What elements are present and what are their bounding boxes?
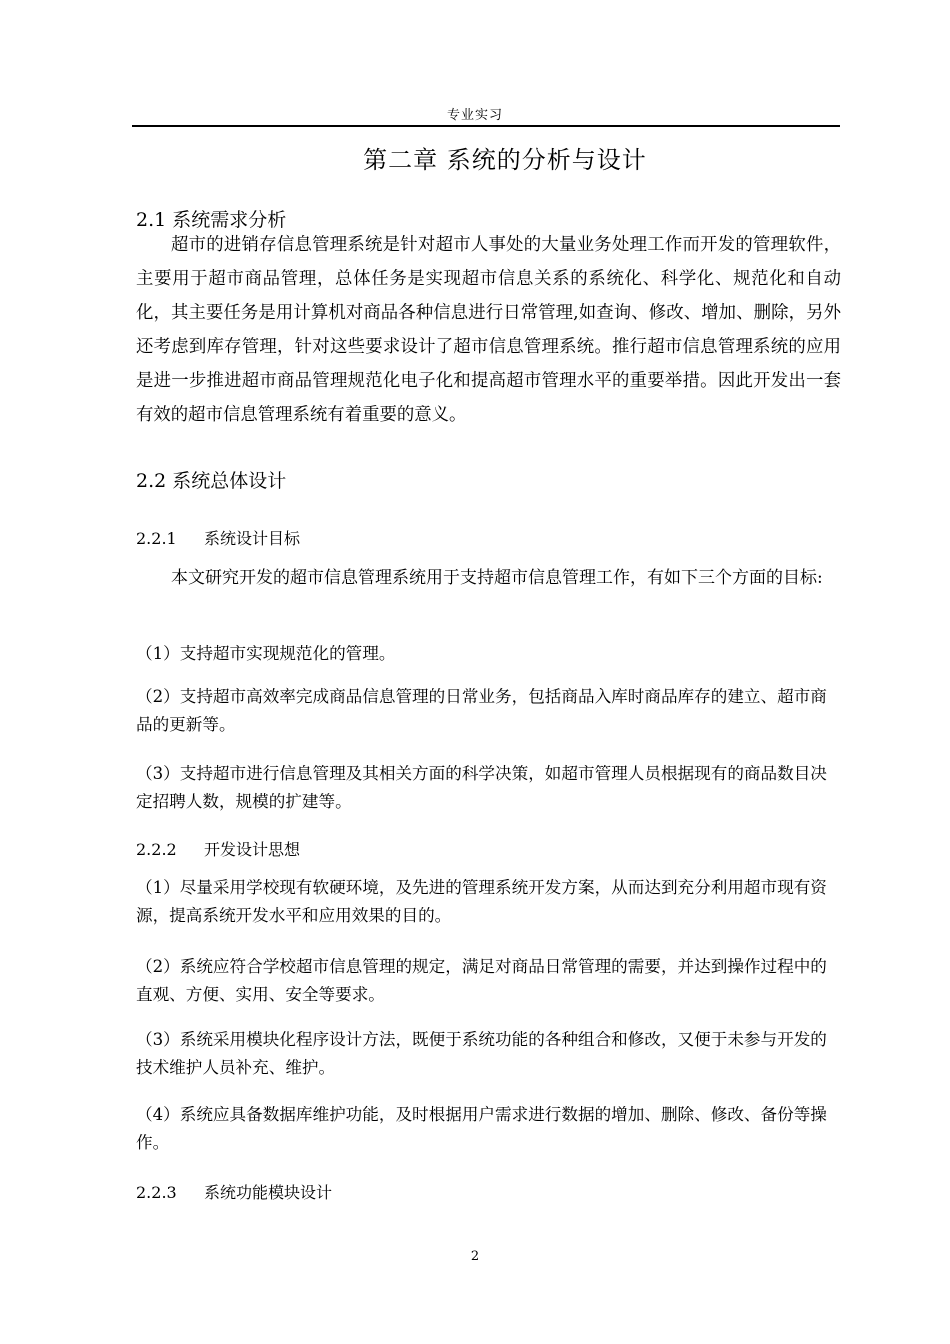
header-rule xyxy=(132,125,840,127)
goal-item-3: （3）支持超市进行信息管理及其相关方面的科学决策，如超市管理人员根据现有的商品数目决定招聘人数，规模的扩建等。 xyxy=(136,764,827,811)
chapter-title: 第二章 系统的分析与设计 xyxy=(363,146,647,174)
goal-item-1: （1）支持超市实现规范化的管理。 xyxy=(136,644,396,663)
section-title: 系统设计目标 xyxy=(204,529,301,548)
goal-item-2: （2）支持超市高效率完成商品信息管理的日常业务，包括商品入库时商品库存的建立、超市商品的更新等。 xyxy=(136,687,827,734)
section-heading-2-2-2 xyxy=(136,837,300,860)
section-2-1-paragraph: 超市的进销存信息管理系统是针对超市人事处的大量业务处理工作而开发的管理软件，主要用于超市商品管理，总体任务是实现超市信息关系的系统化、科学化、规范化和自动化，其主要任务是用计算机对商品各种信息进行日常管理,如查询、修改、增加、删除，另外还考虑到库存管理，针对这些要求设计了超市信息管理系统。推行超市信息管理系统的应用是进一步推进超市商品管理规范化电子化和提高超市管理水平的重要举措。因此开发出一套有效的超市信息管理系统有着重要的意义。 xyxy=(136,235,841,425)
section-title: 开发设计思想 xyxy=(204,840,301,859)
section-2-2-1-intro: 本文研究开发的超市信息管理系统用于支持超市信息管理工作，有如下三个方面的目标: xyxy=(171,568,823,588)
section-number: 2.2.3 xyxy=(136,1183,177,1202)
section-heading-2-1: 2.1 系统需求分析 xyxy=(136,209,287,231)
running-header: 专业实习 xyxy=(446,108,503,123)
section-number: 2.2.1 xyxy=(136,529,177,548)
section-heading-2-2-1 xyxy=(136,526,300,549)
section-title: 系统功能模块设计 xyxy=(204,1183,333,1202)
principle-item-3: （3）系统采用模块化程序设计方法，既便于系统功能的各种组合和修改，又便于未参与开发的技术维护人员补充、维护。 xyxy=(136,1030,827,1077)
principle-item-4: （4）系统应具备数据库维护功能，及时根据用户需求进行数据的增加、删除、修改、备份等操作。 xyxy=(136,1105,827,1152)
page-number: 2 xyxy=(470,1249,480,1264)
principle-item-2: （2）系统应符合学校超市信息管理的规定，满足对商品日常管理的需要，并达到操作过程中的直观、方便、实用、安全等要求。 xyxy=(136,957,827,1004)
section-heading-2-2-3 xyxy=(136,1180,332,1203)
section-heading-2-2: 2.2 系统总体设计 xyxy=(136,470,287,492)
principle-item-1: （1）尽量采用学校现有软硬环境，及先进的管理系统开发方案，从而达到充分利用超市现有资源，提高系统开发水平和应用效果的目的。 xyxy=(136,878,827,925)
section-number: 2.2.2 xyxy=(136,840,177,859)
